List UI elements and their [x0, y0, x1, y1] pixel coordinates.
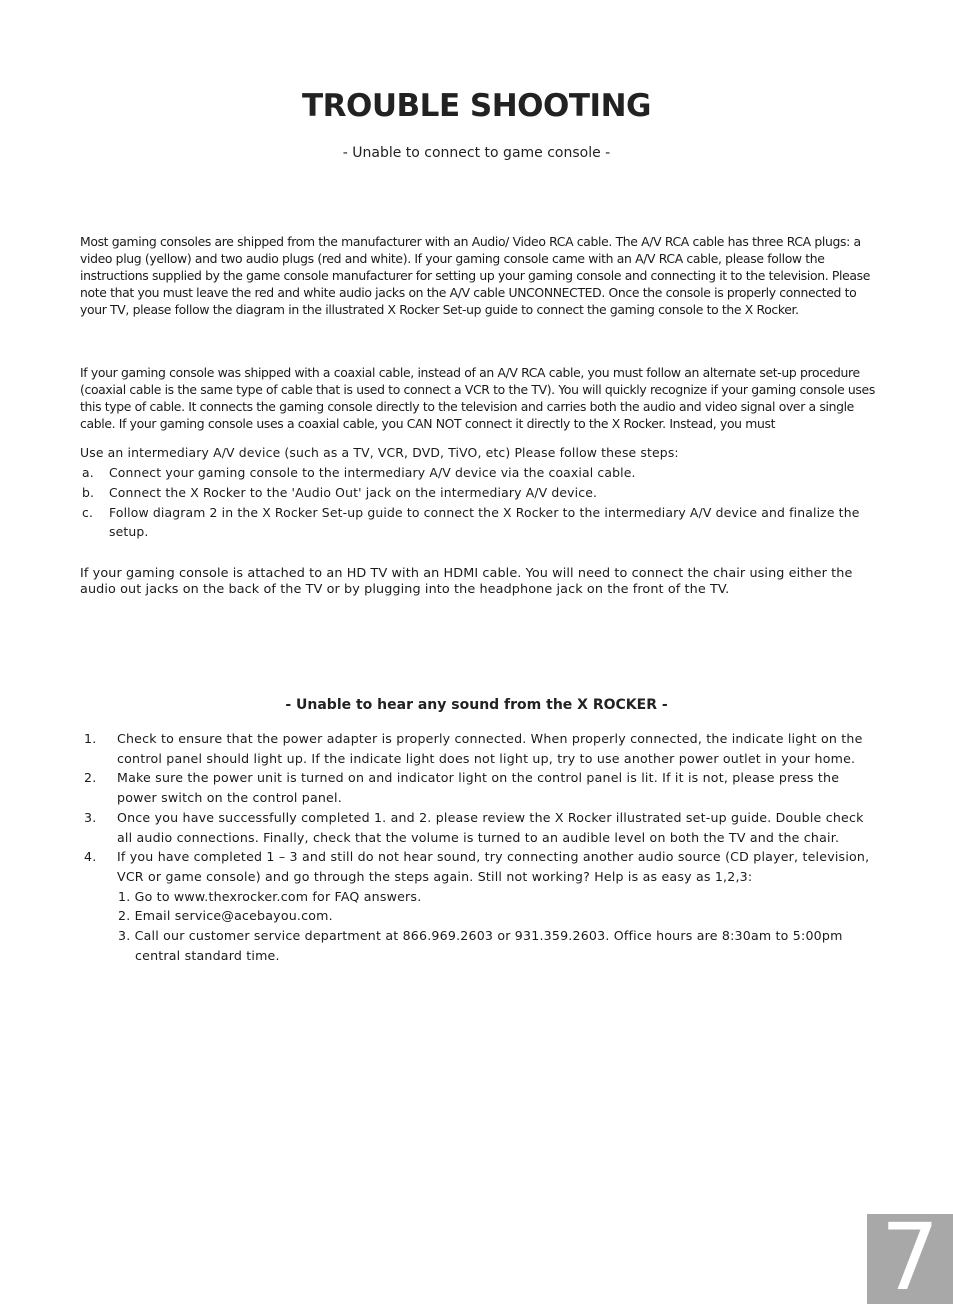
list-item — [80, 483, 880, 502]
list-item-text: Once you have successfully completed 1. and 2. please review the X Rocker illustrated set-up guide. Double check all audio connections. Finally, check that the volume is turned to an audible level on both the TV and the chair. — [117, 809, 864, 845]
list-marker: 3. — [84, 809, 97, 825]
section-heading-no-sound: - Unable to hear any sound from the X ROCKER - — [285, 697, 668, 713]
paragraph-coaxial-cable: If your gaming console was shipped with a coaxial cable, instead of an A/V RCA cable, you must follow an alternate set-up procedure (coaxial cable is the same type of cable that is used to connect a VCR to the TV). You will quickly recognize if your gaming console uses this type of cable. It connects the gaming console directly to the television and carries both the audio and video signal over a single cable. If your gaming console uses a coaxial cable, you CAN NOT connect it directly to the X Rocker. Instead, you must — [80, 365, 875, 431]
list-marker: 1. — [84, 731, 97, 746]
list-item — [80, 808, 880, 847]
list-marker: c. — [82, 505, 94, 520]
list-item-text: Connect your gaming console to the intermediary A/V device via the coaxial cable. — [109, 465, 636, 480]
no-sound-steps-list — [80, 729, 880, 965]
help-item-email: 2. Email service@acebayou.com. — [118, 908, 333, 924]
help-item-website: 1. Go to www.thexrocker.com for FAQ answers. — [118, 888, 422, 904]
list-marker: a. — [82, 465, 94, 480]
list-item — [80, 503, 880, 541]
list-marker: b. — [82, 485, 95, 500]
list-item-text: Follow diagram 2 in the X Rocker Set-up guide to connect the X Rocker to the intermediary A/V device and finalize the setup. — [109, 505, 860, 539]
list-item-text: Make sure the power unit is turned on and indicator light on the control panel is lit. If it is not, please press the power switch on the control panel. — [117, 770, 840, 806]
list-item-text: Check to ensure that the power adapter is properly connected. When properly connected, the indicate light on the control panel should light up. If the indicate light does not light up, try to use another power outlet in your home. — [117, 731, 863, 766]
list-item — [80, 463, 880, 482]
intermediary-steps-list — [80, 463, 880, 542]
help-list — [117, 887, 880, 966]
list-item-text: If you have completed 1 – 3 and still do not hear sound, try connecting another audio source (CD player, television, VCR or game console) and go through the steps again. Still not working? Help is as easy as 1,2,3: — [117, 849, 870, 884]
list-item-text: Connect the X Rocker to the 'Audio Out' jack on the intermediary A/V device. — [109, 485, 598, 500]
list-marker: 2. — [84, 770, 97, 786]
list-marker: 4. — [84, 849, 97, 865]
page-number-badge — [867, 1204, 953, 1311]
list-item — [80, 847, 880, 965]
section-heading-game-console: - Unable to connect to game console - — [342, 145, 611, 161]
paragraph-intermediary-device: Use an intermediary A/V device (such as a TV, VCR, DVD, TiVO, etc) Please follow these steps: — [80, 445, 679, 460]
page-title: TROUBLE SHOOTING — [302, 88, 651, 124]
list-item — [80, 768, 880, 807]
page-number: 7 — [880, 1204, 940, 1311]
list-item — [80, 729, 880, 768]
help-item-phone: 3. Call our customer service department at 866.969.2603 or 931.359.2603. Office hours are 8:30am to 5:00pm central standard time. — [118, 928, 843, 963]
paragraph-hdmi: If your gaming console is attached to an HD TV with an HDMI cable. You will need to connect the chair using either the audio out jacks on the back of the TV or by plugging into the headphone jack on the front of the TV. — [80, 566, 853, 597]
paragraph-rca-cable: Most gaming consoles are shipped from the manufacturer with an Audio/ Video RCA cable. The A/V RCA cable has three RCA plugs: a video plug (yellow) and two audio plugs (red and white). If your gaming console came with an A/V RCA cable, please follow the instructions supplied by the game console manufacturer for setting up your gaming console and connecting it to the television. Please note that you must leave the red and white audio jacks on the A/V cable UNCONNECTED. Once the console is properly connected to your TV, please follow the diagram in the illustrated X Rocker Set-up guide to connect the gaming console to the X Rocker. — [80, 234, 871, 317]
